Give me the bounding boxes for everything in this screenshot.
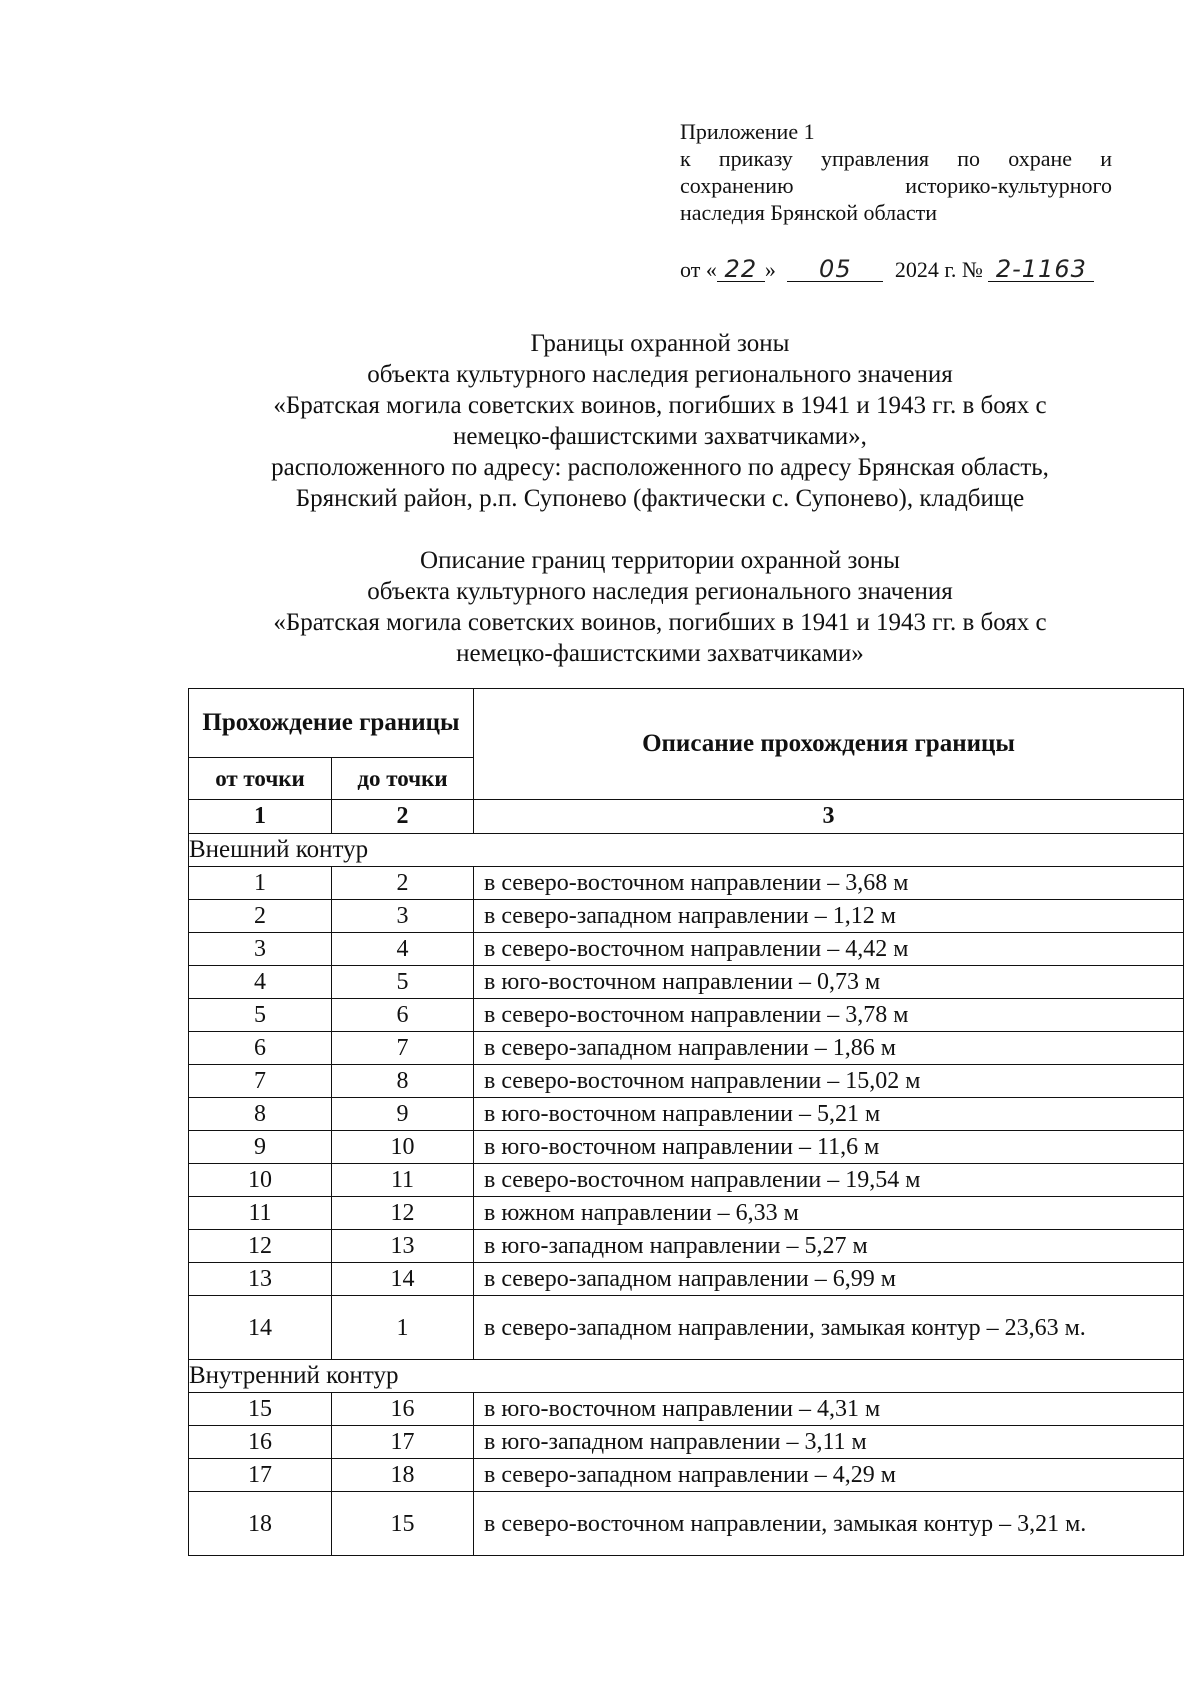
order-year-text: 2024 г. № xyxy=(894,257,983,282)
outer-contour-section-row xyxy=(189,834,1184,867)
zone-title-line-3: «Братская могила советских воинов, погибших в 1941 и 1943 гг. в боях с xyxy=(273,392,1047,419)
table-row xyxy=(189,933,1184,966)
table-row xyxy=(189,1263,1184,1296)
appendix-line-3: наследия Брянской области xyxy=(680,200,938,225)
from-point-cell: 4 xyxy=(189,966,332,999)
inner-contour-label: Внутренний контур xyxy=(189,1360,1184,1393)
to-point-cell: 11 xyxy=(332,1164,474,1197)
table-row xyxy=(189,1098,1184,1131)
from-point-cell: 11 xyxy=(189,1197,332,1230)
header-to-cell: до точки xyxy=(332,758,474,800)
description-cell: в северо-восточном направлении – 4,42 м xyxy=(474,933,1184,966)
to-point-cell: 13 xyxy=(332,1230,474,1263)
zone-title-line-6: Брянский район, р.п. Супонево (фактически с. Супонево), кладбище xyxy=(295,485,1025,512)
from-point-cell: 15 xyxy=(189,1393,332,1426)
description-cell: в юго-восточном направлении – 11,6 м xyxy=(474,1131,1184,1164)
outer-contour-rows xyxy=(189,867,1184,1360)
table-row xyxy=(189,1459,1184,1492)
column-number-2: 2 xyxy=(332,800,474,834)
from-point-cell: 6 xyxy=(189,1032,332,1065)
order-month-handwritten: 05 xyxy=(787,257,883,282)
desc-title-line-2: объекта культурного наследия регионального значения xyxy=(367,578,953,605)
desc-title-line-1: Описание границ территории охранной зоны xyxy=(420,547,900,574)
table-row xyxy=(189,867,1184,900)
description-cell: в южном направлении – 6,33 м xyxy=(474,1197,1184,1230)
to-point-cell: 1 xyxy=(332,1296,474,1360)
to-point-cell: 18 xyxy=(332,1459,474,1492)
from-point-cell: 5 xyxy=(189,999,332,1032)
appendix-line-1: к приказу управления по охране и xyxy=(680,146,1112,171)
from-point-cell: 12 xyxy=(189,1230,332,1263)
header-description-cell: Описание прохождения границы xyxy=(474,689,1184,800)
table-row xyxy=(189,1065,1184,1098)
zone-title xyxy=(130,328,1190,514)
desc-title-line-3: «Братская могила советских воинов, погибших в 1941 и 1943 гг. в боях с xyxy=(273,609,1047,636)
description-cell: в северо-западном направлении – 1,12 м xyxy=(474,900,1184,933)
from-point-cell: 14 xyxy=(189,1296,332,1360)
to-point-cell: 17 xyxy=(332,1426,474,1459)
to-point-cell: 15 xyxy=(332,1492,474,1556)
appendix-line-2: сохранению историко-культурного xyxy=(680,173,1112,198)
order-day-handwritten: 22 xyxy=(717,257,765,282)
table-row xyxy=(189,1296,1184,1360)
description-cell: в юго-западном направлении – 5,27 м xyxy=(474,1230,1184,1263)
to-point-cell: 2 xyxy=(332,867,474,900)
table-row xyxy=(189,1164,1184,1197)
column-number-3: 3 xyxy=(474,800,1184,834)
table-row xyxy=(189,900,1184,933)
to-point-cell: 16 xyxy=(332,1393,474,1426)
to-point-cell: 5 xyxy=(332,966,474,999)
table-row xyxy=(189,1393,1184,1426)
table-row xyxy=(189,1197,1184,1230)
description-cell: в северо-восточном направлении – 3,68 м xyxy=(474,867,1184,900)
to-point-cell: 7 xyxy=(332,1032,474,1065)
to-point-cell: 4 xyxy=(332,933,474,966)
from-point-cell: 10 xyxy=(189,1164,332,1197)
table-row xyxy=(189,1230,1184,1263)
table-header-row-1 xyxy=(189,689,1184,758)
to-point-cell: 6 xyxy=(332,999,474,1032)
description-cell: в северо-западном направлении – 6,99 м xyxy=(474,1263,1184,1296)
from-point-cell: 3 xyxy=(189,933,332,966)
description-cell: в юго-восточном направлении – 0,73 м xyxy=(474,966,1184,999)
description-cell: в северо-западном направлении – 4,29 м xyxy=(474,1459,1184,1492)
description-cell: в юго-восточном направлении – 4,31 м xyxy=(474,1393,1184,1426)
from-point-cell: 18 xyxy=(189,1492,332,1556)
zone-title-line-4: немецко-фашистскими захватчиками», xyxy=(453,423,867,450)
from-point-cell: 16 xyxy=(189,1426,332,1459)
order-prefix: от « xyxy=(680,257,717,282)
outer-contour-label: Внешний контур xyxy=(189,834,1184,867)
table-row xyxy=(189,1426,1184,1459)
to-point-cell: 3 xyxy=(332,900,474,933)
desc-title-line-4: немецко-фашистскими захватчиками» xyxy=(456,640,864,667)
description-cell: в северо-восточном направлении – 15,02 м xyxy=(474,1065,1184,1098)
description-cell: в северо-западном направлении, замыкая контур – 23,63 м. xyxy=(474,1296,1184,1360)
description-cell: в северо-восточном направлении – 3,78 м xyxy=(474,999,1184,1032)
description-title xyxy=(130,545,1190,669)
to-point-cell: 8 xyxy=(332,1065,474,1098)
table-row xyxy=(189,1492,1184,1556)
order-date-number xyxy=(680,255,1094,285)
to-point-cell: 12 xyxy=(332,1197,474,1230)
to-point-cell: 9 xyxy=(332,1098,474,1131)
header-from-cell: от точки xyxy=(189,758,332,800)
description-cell: в юго-западном направлении – 3,11 м xyxy=(474,1426,1184,1459)
to-point-cell: 14 xyxy=(332,1263,474,1296)
zone-title-line-2: объекта культурного наследия регионального значения xyxy=(367,361,953,388)
table-row xyxy=(189,999,1184,1032)
appendix-number: Приложение 1 xyxy=(680,119,815,144)
order-number-handwritten: 2-1163 xyxy=(988,257,1094,282)
zone-title-line-5: расположенного по адресу: расположенного по адресу Брянская область, xyxy=(271,454,1049,481)
from-point-cell: 2 xyxy=(189,900,332,933)
from-point-cell: 9 xyxy=(189,1131,332,1164)
from-point-cell: 7 xyxy=(189,1065,332,1098)
table-row xyxy=(189,966,1184,999)
description-cell: в северо-восточном направлении – 19,54 м xyxy=(474,1164,1184,1197)
column-number-1: 1 xyxy=(189,800,332,834)
zone-title-line-1: Границы охранной зоны xyxy=(530,330,790,357)
description-cell: в юго-восточном направлении – 5,21 м xyxy=(474,1098,1184,1131)
to-point-cell: 10 xyxy=(332,1131,474,1164)
from-point-cell: 17 xyxy=(189,1459,332,1492)
table-column-numbers-row xyxy=(189,800,1184,834)
from-point-cell: 1 xyxy=(189,867,332,900)
inner-contour-rows xyxy=(189,1393,1184,1556)
appendix-header xyxy=(680,118,1112,226)
boundary-table xyxy=(188,688,1184,1556)
description-cell: в северо-восточном направлении, замыкая контур – 3,21 м. xyxy=(474,1492,1184,1556)
header-group-cell: Прохождение границы xyxy=(189,689,474,758)
table-row xyxy=(189,1032,1184,1065)
table-row xyxy=(189,1131,1184,1164)
description-cell: в северо-западном направлении – 1,86 м xyxy=(474,1032,1184,1065)
from-point-cell: 8 xyxy=(189,1098,332,1131)
inner-contour-section-row xyxy=(189,1360,1184,1393)
order-mid: » xyxy=(764,257,776,282)
from-point-cell: 13 xyxy=(189,1263,332,1296)
